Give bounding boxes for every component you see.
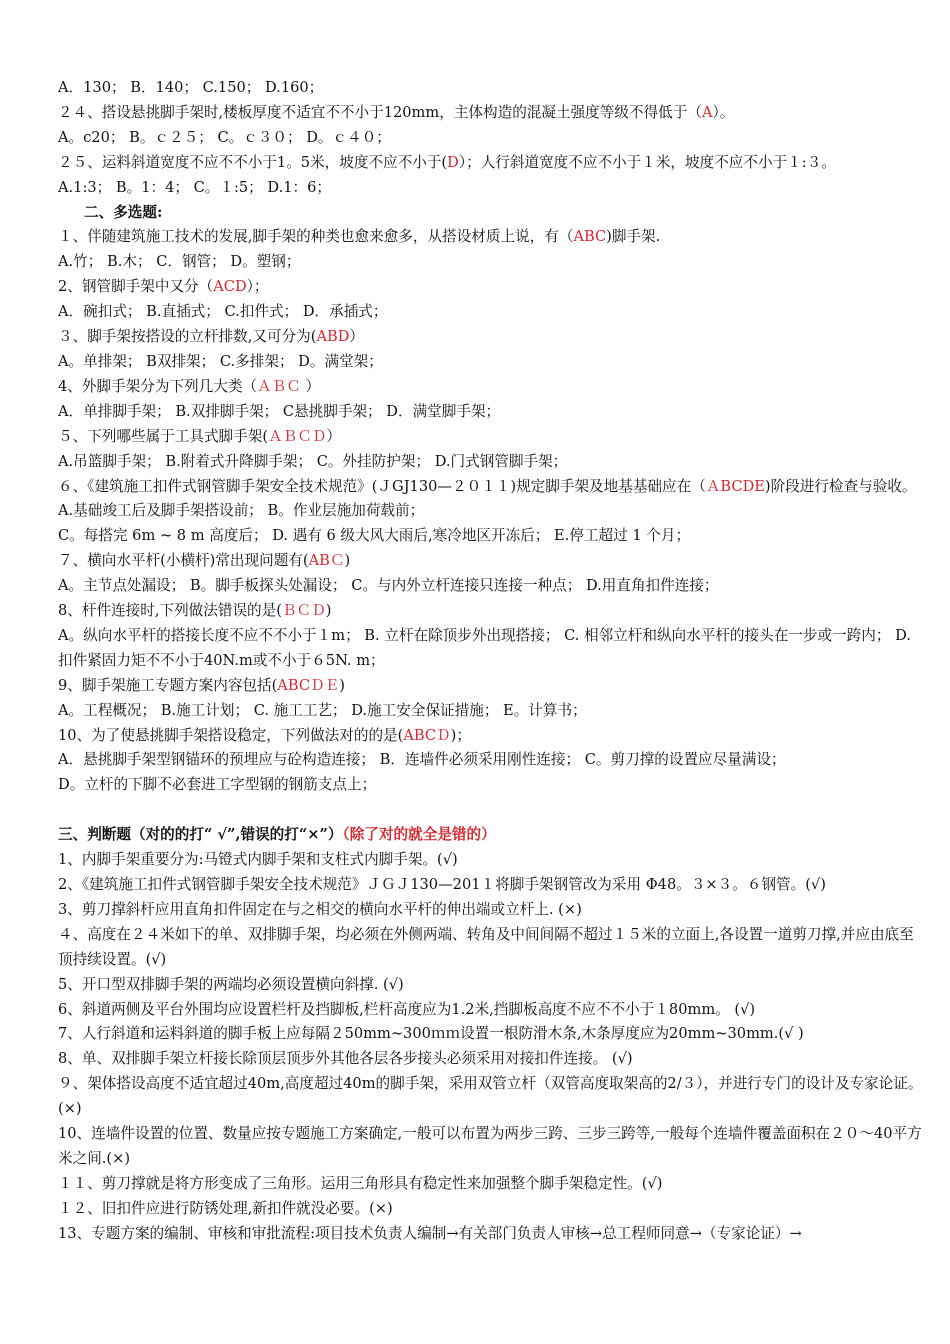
text-line: 10、连墙件设置的位置、数量应按专题施工方案确定,一般可以布置为两步三跨、三步三跨等,一般每个连墙件覆盖面积在２０～40平方米之间.(×) — [58, 1125, 922, 1167]
text-line: ９、架体搭设高度不适宜超过40m,高度超过40m的脚手架，采用双管立杆（双管高度取架高的2/３），并进行专门的设计及专家论证。(×) — [58, 1075, 923, 1118]
answer-key: A — [701, 103, 713, 121]
text-line: C。每搭完 6m ~ 8 m 高度后； D. 遇有 6 级大风大雨后,寒冷地区开冻后； E.停工超过 1 个月； — [58, 527, 691, 545]
answer-key: ABＣ — [308, 552, 345, 570]
text-line: 1、内脚手架重要分为:马镫式内脚手架和支柱式内脚手架。(√) — [58, 851, 458, 869]
text-line: A．碗扣式； B.直插式； C.扣件式； D．承插式； — [58, 303, 388, 321]
answer-key: ACD — [213, 278, 247, 296]
question-line — [58, 599, 924, 624]
question-text-end: ）；人行斜道宽度不应不小于１米，坡度不应不小于１:３。 — [458, 153, 836, 171]
question-text-end: ） — [349, 328, 365, 346]
text-line: 6、斜道两侧及平台外围均应设置栏杆及挡脚板,栏杆高度应为1.2米,挡脚板高度不应不不小于１80mm。 (√) — [58, 1000, 756, 1018]
question-text: 2、钢管脚手架中又分（ — [58, 278, 214, 296]
question-text: 10、为了使悬挑脚手架搭设稳定，下列做法对的的是( — [58, 726, 404, 744]
text-line: D。立杆的下脚不必套进工字型钢的钢筋支点上； — [58, 776, 377, 794]
text-line: 5、开口型双排脚手架的两端均必须设置横向斜撑. (√) — [58, 975, 404, 993]
text-line: A.基础竣工后及脚手架搭设前； B。作业层施加荷载前； — [58, 502, 425, 520]
question-line — [58, 275, 924, 300]
question-line — [58, 724, 924, 749]
question-text: １、伴随建筑施工技术的发展,脚手架的种类也愈来愈多，从搭设材质上说，有（ — [58, 228, 574, 246]
text-line: 13、专题方案的编制、审核和审批流程:项目技术负责人编制→有关部门负责人审核→总工程师同意→（专家论证）→ — [58, 1224, 802, 1242]
question-text-end: ) — [325, 602, 332, 620]
text-line: 7、人行斜道和运料斜道的脚手板上应每隔２50mm~300ｍｍ设置一根防滑木条,木条厚度应为20mm~30mm.(√ ) — [58, 1025, 804, 1043]
question-text-end: ) — [344, 552, 351, 570]
text-line: 3、剪刀撑斜杆应用直角扣件固定在与之相交的横向水平杆的伸出端或立杆上. (×) — [58, 900, 582, 918]
question-line — [58, 549, 924, 574]
answer-key: ABC — [573, 228, 607, 246]
question-text: ２５、运料斜道宽度不应不不小于1。5米，坡度不应不小于( — [58, 153, 448, 171]
text-line: A。纵向水平杆的搭接长度不应不不小于１m； B. 立杆在除顶步外出现搭接； C. 相邻立杆和纵向水平杆的接头在一步或一跨内； D.扣件紧固力矩不不小于40N.m或不小于６5N. m； — [58, 626, 911, 669]
question-text: 8、杆件连接时,下列做法错误的是( — [58, 602, 282, 620]
question-line — [58, 425, 924, 450]
text-line: A．单排脚手架； B.双排脚手架； C悬挑脚手架； D．满堂脚手架； — [58, 402, 501, 420]
text-line: 8、单、双排脚手架立杆接长除顶层顶步外其他各层各步接头必须采用对接扣件连接。 (√) — [58, 1050, 633, 1068]
question-text-end: ） — [326, 427, 342, 445]
text-line: A.吊篮脚手架； B.附着式升降脚手架； C。外挂防护架； D.门式钢管脚手架； — [58, 452, 568, 470]
text-line: A．130； B．140； C.150； D.160； — [58, 79, 324, 96]
question-text-end: ）。 — [712, 103, 735, 121]
answer-key: ＡBCDE — [705, 477, 765, 495]
section-heading — [58, 823, 924, 848]
text-line: ４、高度在２４米如下的单、双排脚手架，均必须在外侧两端、转角及中间间隔不超过１５米的立面上,各设置一道剪刀撑,并应由底至顶持续设置。(√) — [58, 925, 914, 968]
question-text: ５、下列哪些属于工具式脚手架( — [58, 427, 269, 445]
text-line: A.竹； B.木； C．钢管； D。塑钢； — [58, 253, 301, 271]
text-line: A．悬挑脚手架型钢锚环的预埋应与砼构造连接； B．连墙件必须采用刚性连接； C。剪刀撑的设置应尽量满设； — [58, 751, 786, 769]
question-text: ７、横向水平杆(小横杆)常出现问题有( — [58, 552, 309, 570]
text-line: A。c20； B。ｃ２５； C。ｃ３０； D。ｃ４０； — [58, 128, 391, 146]
answer-key: ＡＢＣ — [257, 377, 301, 395]
question-text-end: )脚手架. — [606, 228, 661, 246]
document-body — [58, 76, 924, 1247]
section-heading: 二、多选题: — [84, 203, 163, 221]
question-text-end: ） — [300, 377, 321, 395]
question-text-end: ）； — [246, 278, 269, 296]
text-line: A。单排架； B双排架； C.多排架； D。满堂架； — [58, 352, 383, 370]
answer-key: ABCＤ — [403, 726, 451, 744]
question-text: 9、脚手架施工专题方案内容包括( — [58, 676, 278, 694]
blank-line — [58, 798, 924, 823]
question-text-end: )； — [450, 726, 471, 744]
question-text: ６、《建筑施工扣件式钢管脚手架安全技术规范》(ＪGJ130—２０１１)规定脚手架及地基基础应在（ — [58, 477, 706, 495]
question-text-end: )阶段进行检查与验收。 — [764, 477, 917, 495]
text-line: １２、旧扣件应进行防锈处理,新扣件就没必要。(×) — [58, 1199, 393, 1217]
question-text: ２４、搭设悬挑脚手架时,楼板厚度不适宜不不小于120mm，主体构造的混凝土强度等级不得低于（ — [58, 103, 702, 121]
question-line — [58, 375, 924, 400]
text-line: １１、剪刀撑就是将方形变成了三角形。运用三角形具有稳定性来加强整个脚手架稳定性。(√) — [58, 1174, 663, 1192]
section-heading-note: （除了对的就全是错的） — [342, 826, 496, 844]
text-line: A.1:3； B。1：4； C。１:5； D.1：6； — [58, 178, 331, 196]
question-line — [58, 325, 924, 350]
question-text: ３、脚手架按搭设的立杆排数,又可分为( — [58, 328, 317, 346]
answer-key: ＢＣＤ — [281, 602, 326, 620]
answer-key: ABCＤＥ — [277, 676, 340, 694]
question-text: 4、外脚手架分为下列几大类（ — [58, 377, 258, 395]
text-line: 2、《建筑施工扣件式钢管脚手架安全技术规范》ＪＧＪ130—201１将脚手架钢管改为采用 Φ48。３×３。６钢管。(√) — [58, 875, 826, 893]
question-line — [58, 101, 924, 126]
question-line — [58, 674, 924, 699]
section-heading-text: 三、判断题（对的的打“ √”,错误的打“×”） — [58, 826, 343, 844]
text-line: A。工程概况； B.施工计划； C. 施工工艺； D.施工安全保证措施； E。计算书； — [58, 701, 587, 719]
answer-key: ABD — [316, 328, 350, 346]
question-line — [58, 151, 924, 176]
answer-key: D — [447, 153, 459, 171]
question-line — [58, 475, 924, 500]
answer-key: ＡＢＣＤ — [268, 427, 327, 445]
text-line: A。主节点处漏设； B。脚手板探头处漏设； C。与内外立杆连接只连接一种点； D.用直角扣件连接； — [58, 577, 719, 595]
question-text-end: ) — [339, 676, 345, 694]
question-line — [58, 225, 924, 250]
